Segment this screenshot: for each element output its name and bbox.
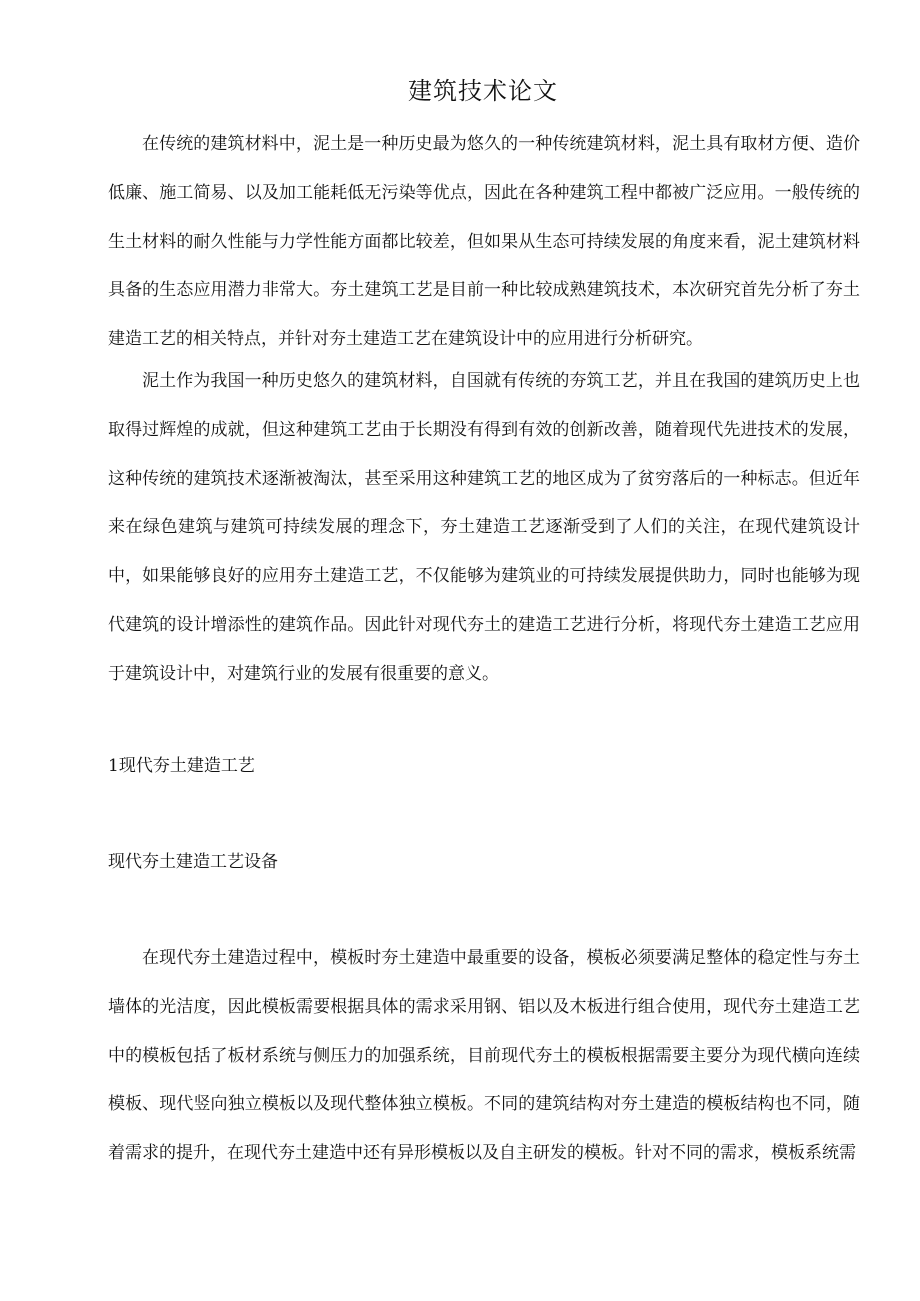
subsection-heading: 现代夯土建造工艺设备 [108,852,278,872]
paragraph-equipment: 在现代夯土建造过程中，模板时夯土建造中最重要的设备，模板必须要满足整体的稳定性与夯土墙体的光洁度，因此模板需要根据具体的需求采用钢、铝以及木板进行组合使用，现代夯土建造工艺中的模板包括了板材系统与侧压力的加强系统，目前现代夯土的模板根据需要主要分为现代横向连续模板、现代竖向独立模板以及现代整体独立模板。不同的建筑结构对夯土建造的模板结构也不同，随着需求的提升，在现代夯土建造中还有异形模板以及自主研发的模板。针对不同的需求，模板系统需 [108,948,860,1164]
paragraph-intro: 在传统的建筑材料中，泥土是一种历史最为悠久的一种传统建筑材料，泥土具有取材方便、造价低廉、施工简易、以及加工能耗低无污染等优点，因此在各种建筑工程中都被广泛应用。一般传统的生土材料的耐久性能与力学性能方面都比较差，但如果从生态可持续发展的角度来看，泥土建筑材料具备的生态应用潜力非常大。夯土建筑工艺是目前一种比较成熟建筑技术，本次研究首先分析了夯土建造工艺的相关特点，并针对夯土建造工艺在建筑设计中的应用进行分析研究。 [108,134,860,350]
paragraph-background: 泥土作为我国一种历史悠久的建筑材料，自国就有传统的夯筑工艺，并且在我国的建筑历史上也取得过辉煌的成就，但这种建筑工艺由于长期没有得到有效的创新改善，随着现代先进技术的发展，这种传统的建筑技术逐渐被淘汰，甚至采用这种建筑工艺的地区成为了贫穷落后的一种标志。但近年来在绿色建筑与建筑可持续发展的理念下，夯土建造工艺逐渐受到了人们的关注，在现代建筑设计中，如果能够良好的应用夯土建造工艺，不仅能够为建筑业的可持续发展提供助力，同时也能够为现代建筑的设计增添性的建筑作品。因此针对现代夯土的建造工艺进行分析，将现代夯土建造工艺应用于建筑设计中，对建筑行业的发展有很重要的意义。 [108,371,860,684]
document-title: 建筑技术论文 [408,77,558,105]
section-heading: 1现代夯土建造工艺 [108,756,255,776]
